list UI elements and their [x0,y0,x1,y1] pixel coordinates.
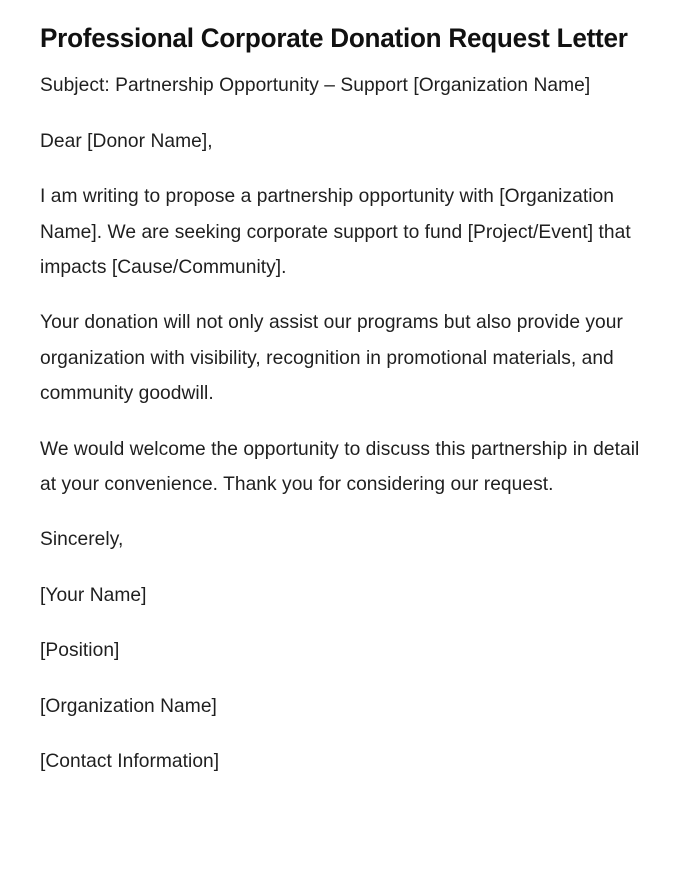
body-paragraph-3: We would welcome the opportunity to discuss this partnership in detail at your convenience. Thank you for considering our request. [40,438,640,495]
subject-line: Subject: Partnership Opportunity – Support [Organization Name] [40,75,591,97]
closing-salutation: Sincerely, [40,529,124,551]
signature-position: [Position] [40,640,120,662]
body-paragraph-1: I am writing to propose a partnership opportunity with [Organization Name]. We are seeking corporate support to fund [Project/Event] that impacts [Cause/Community]. [40,186,631,278]
signature-organization-name: [Organization Name] [40,695,217,717]
page-title: Professional Corporate Donation Request Letter [40,23,628,53]
signature-contact-information: [Contact Information] [40,751,220,773]
body-paragraph-2: Your donation will not only assist our programs but also provide your organization with visibility, recognition in promotional materials, and community goodwill. [40,312,623,405]
salutation: Dear [Donor Name], [40,130,213,152]
signature-your-name: [Your Name] [40,584,147,606]
